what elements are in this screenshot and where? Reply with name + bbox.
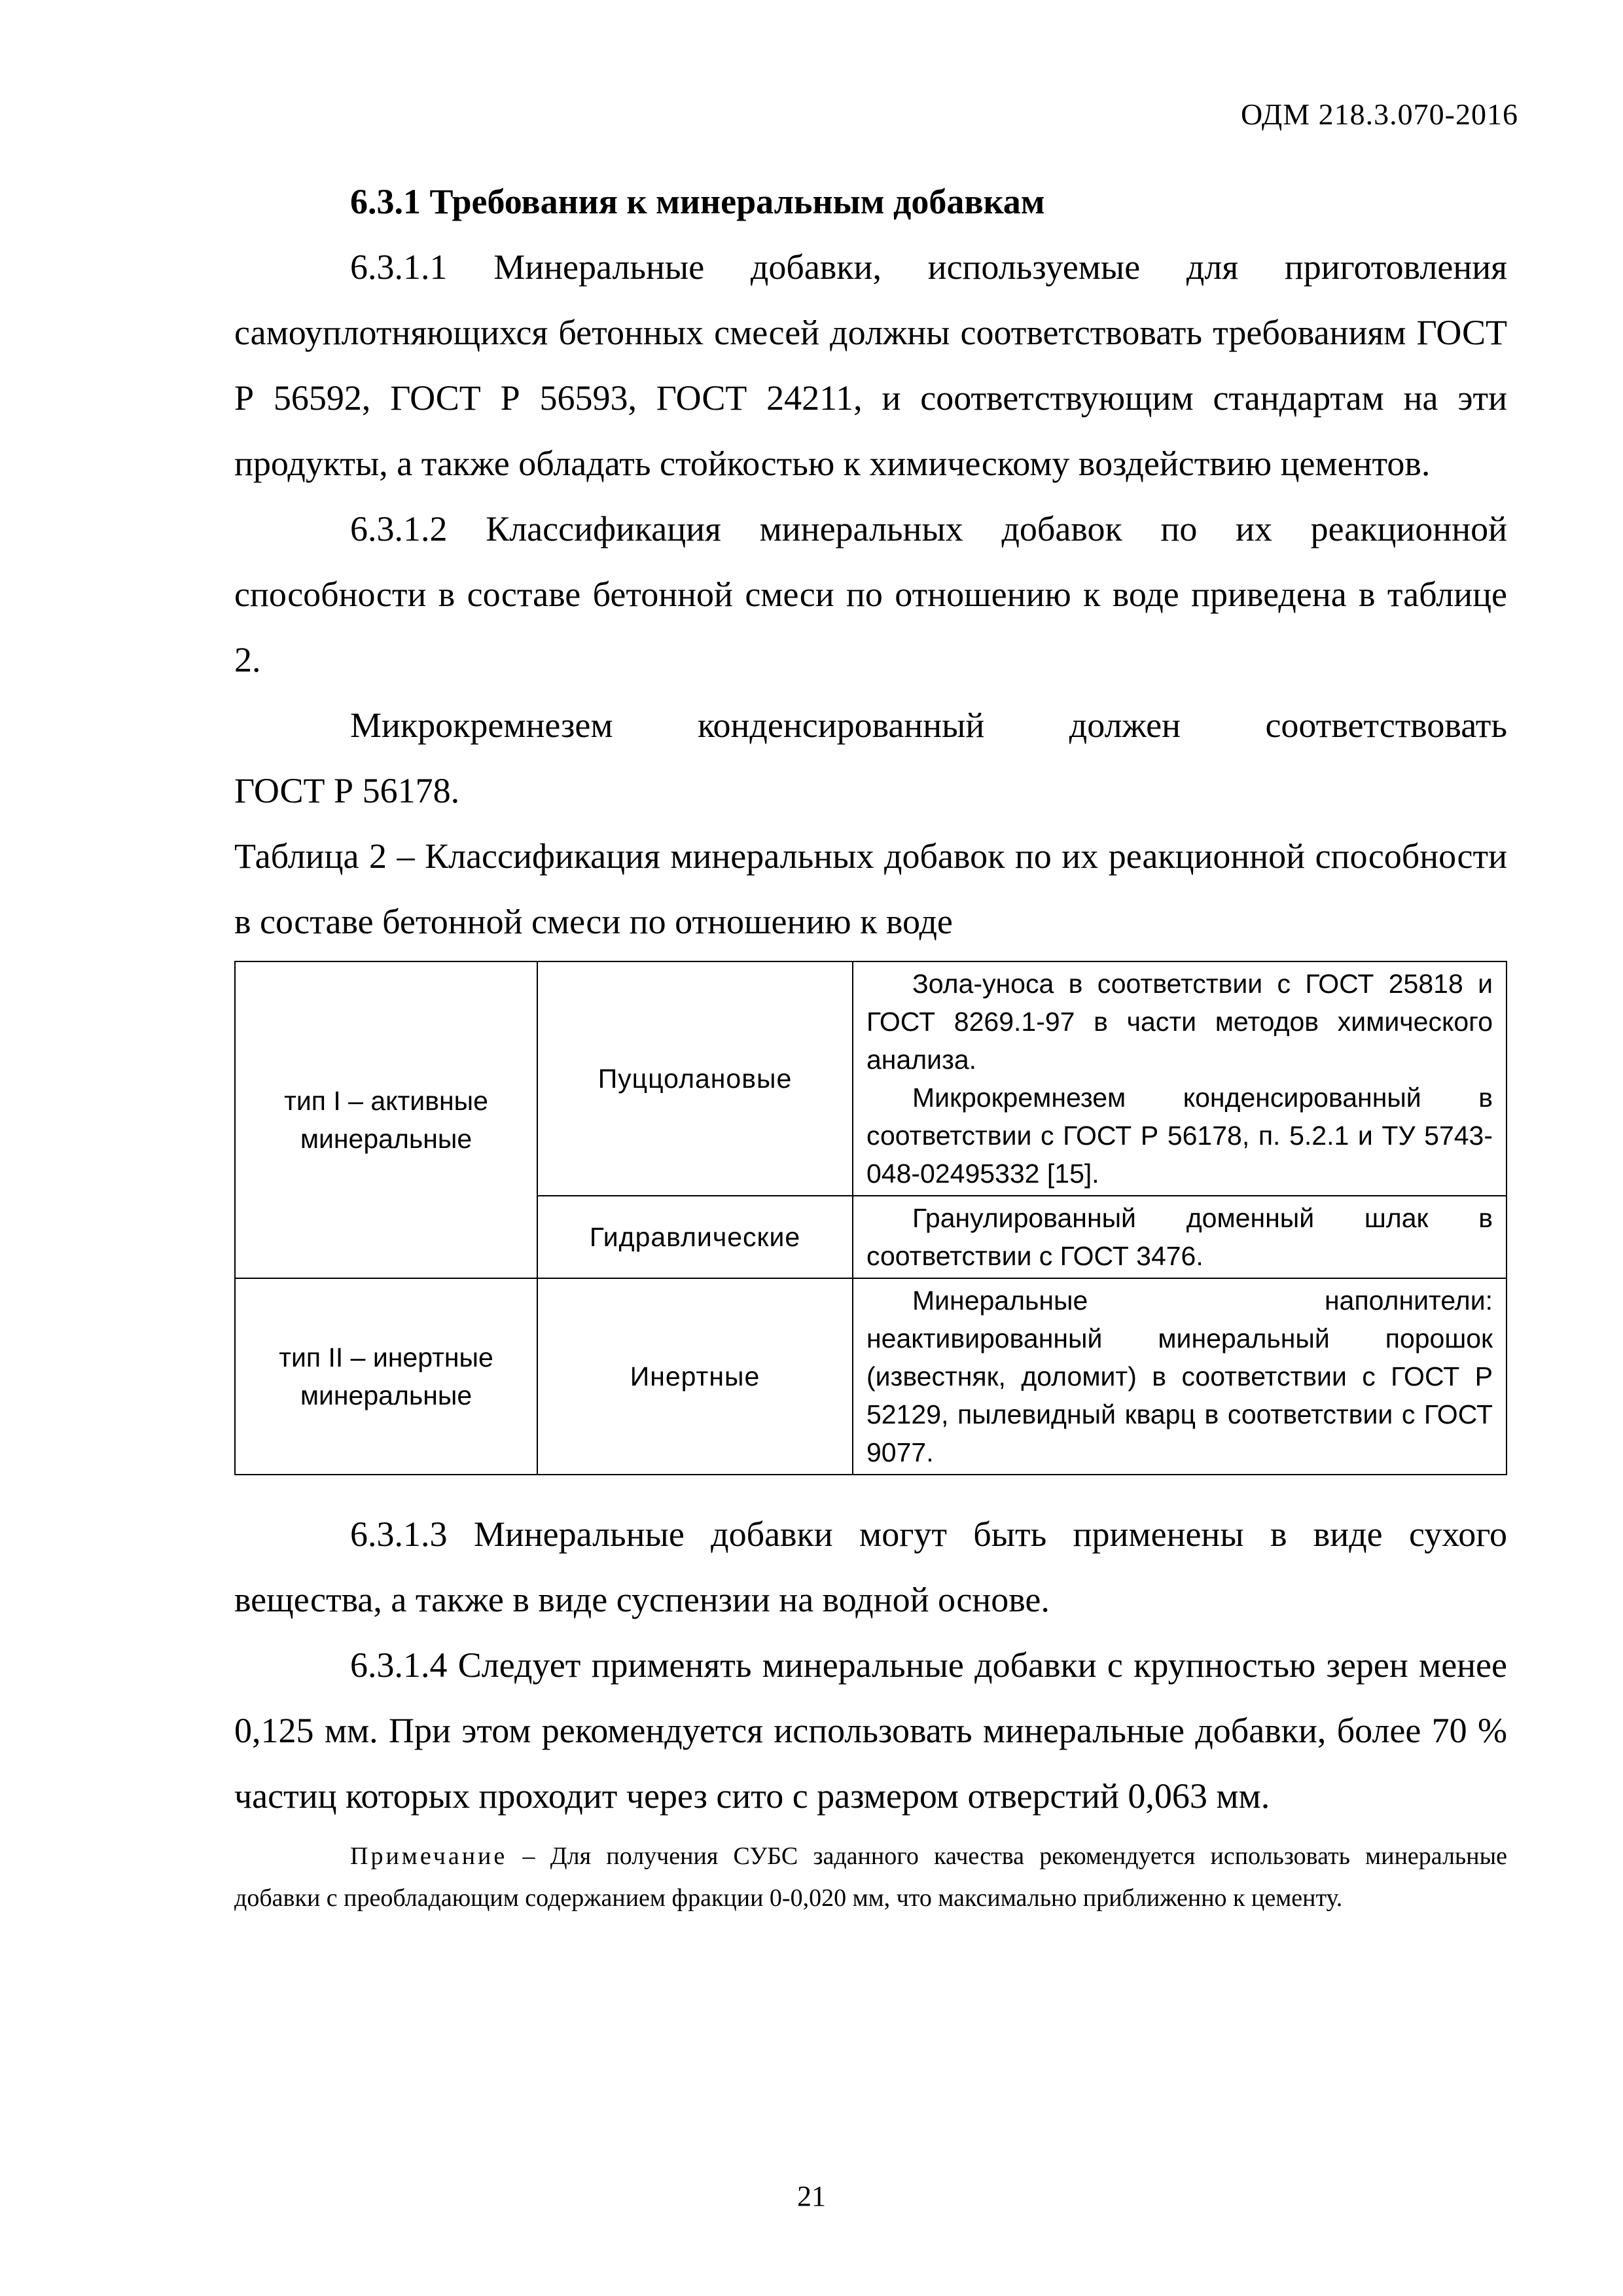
paragraph-6-3-1-3: 6.3.1.3 Минеральные добавки могут быть применены в виде сухого вещества, а также в виде суспензии на водной основе. [234,1515,1507,1619]
description-text: Гранулированный доменный шлак в соответствии с ГОСТ 3476. [866,1203,1493,1271]
description-text: Микрокремнезем конденсированный в соответствии с ГОСТ Р 56178, п. 5.2.1 и ТУ 5743-048-02495332 [15]. [866,1083,1493,1189]
note-text: – Для получения СУБС заданного качества рекомендуется использовать минеральные добавки с преобладающим содержанием фракции 0-0,020 мм, что максимально приближенно к цементу. [234,1842,1507,1912]
after-table-section [234,1501,1507,1919]
description-cell [853,1278,1507,1475]
paragraph-6-3-1-1: 6.3.1.1 Минеральные добавки, используемые для приготовления самоуплотняющихся бетонных смесей должны соответствовать требованиям ГОСТ Р 56592, ГОСТ Р 56593, ГОСТ 24211, и соответствующим стандартам на эти продукты, а также обладать стойкостью к химическому воздействию цементов. [234,247,1507,483]
description-cell [853,1196,1507,1278]
table-caption: Таблица 2 – Классификация минеральных добавок по их реакционной способности в составе бетонной смеси по отношению к воде [234,836,1507,941]
description-text: Зола-уноса в соответствии с ГОСТ 25818 и ГОСТ 8269.1-97 в части методов химического анализа. [866,969,1493,1075]
paragraph-6-3-1-2: 6.3.1.2 Классификация минеральных добавок по их реакционной способности в составе бетонной смеси по отношению к воде приведена в таблице 2. [234,509,1507,679]
description-text: Минеральные наполнители: неактивированный минеральный порошок (известняк, доломит) в соответствии с ГОСТ Р 52129, пылевидный кварц в соответствии с ГОСТ 9077. [866,1285,1493,1467]
table-row [235,1278,1507,1475]
table-row [235,961,1507,1196]
page-number: 21 [797,2180,826,2212]
description-cell [853,961,1507,1196]
type-cell: тип II – инертные минеральные [235,1278,537,1475]
document-code: ОДМ 218.3.070-2016 [1240,98,1518,131]
paragraph-6-3-1-4: 6.3.1.4 Следует применять минеральные добавки с крупностью зерен менее 0,125 мм. При этом рекомендуется использовать минеральные добавки, более 70 % частиц которых проходит через сито с размером отверстий 0,063 мм. [234,1645,1507,1816]
kind-cell: Инертные [537,1278,853,1475]
paragraph-microsilica-line2: ГОСТ Р 56178. [234,771,460,810]
classification-table [234,961,1507,1475]
kind-cell: Пуццолановые [537,961,853,1196]
note-label: Примечание [350,1842,508,1870]
type-cell: тип I – активные минеральные [235,961,537,1278]
page-body [234,169,1507,1919]
section-title: 6.3.1 Требования к минеральным добавкам [350,182,1045,221]
paragraph-microsilica-line1: Микрокремнезем конденсированный должен соответствовать [350,706,1507,745]
kind-cell: Гидравлические [537,1196,853,1278]
note [234,1835,1507,1919]
